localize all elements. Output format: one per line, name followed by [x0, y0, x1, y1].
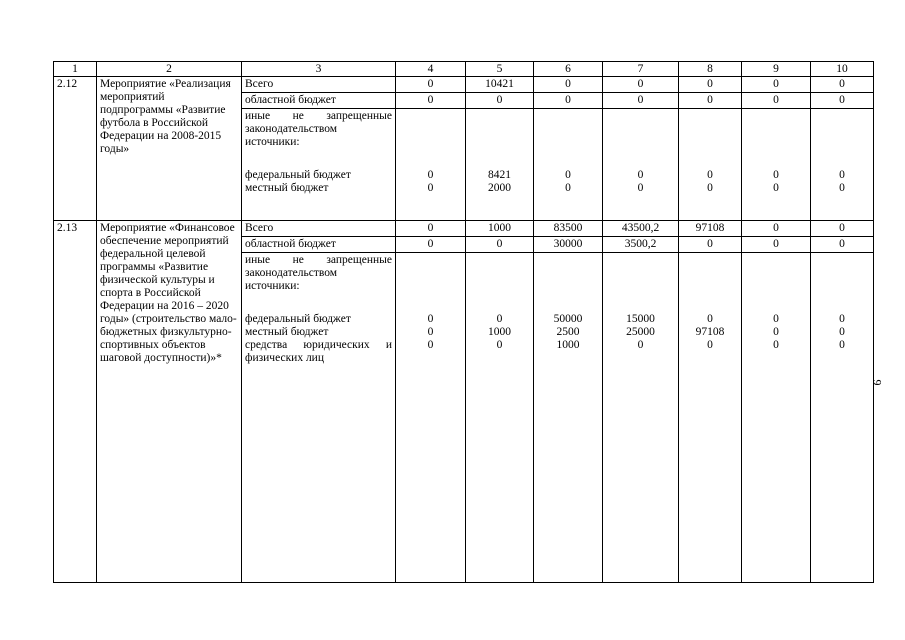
- value: 0: [427, 339, 434, 351]
- value-cell: 0: [742, 93, 811, 109]
- page-number: 9: [870, 379, 885, 386]
- value-cell: 0: [811, 237, 874, 253]
- value-cell: 1000: [466, 221, 534, 237]
- value-cell: [603, 109, 679, 221]
- item-code: 2.12: [54, 77, 97, 221]
- value-cell: 30000: [534, 237, 603, 253]
- value: 1000: [488, 326, 511, 338]
- item-code: 2.13: [54, 221, 97, 583]
- other-sources-heading: иные не запрещенные законодательством источники:: [245, 110, 392, 148]
- value: 15000: [626, 313, 655, 325]
- value-cell: 0: [466, 93, 534, 109]
- value-cell: 0: [396, 93, 466, 109]
- source-label: Всего: [242, 77, 396, 93]
- value: 2000: [488, 182, 511, 194]
- column-number: 10: [811, 62, 874, 77]
- column-number: 5: [466, 62, 534, 77]
- value: 0: [565, 182, 571, 194]
- value-cell: [679, 109, 742, 221]
- value: 0: [427, 326, 434, 338]
- column-number: 4: [396, 62, 466, 77]
- value-cell: 0: [534, 77, 603, 93]
- value-cell: [679, 253, 742, 583]
- value: 0: [773, 182, 779, 194]
- value-cell: 83500: [534, 221, 603, 237]
- column-number: 6: [534, 62, 603, 77]
- other-sources-cell: [242, 109, 396, 221]
- value-cell: 0: [679, 93, 742, 109]
- value: 0: [637, 182, 644, 194]
- source-label: областной бюджет: [242, 93, 396, 109]
- value-cell: 0: [742, 77, 811, 93]
- column-number-row: [54, 62, 874, 77]
- value-cell: 0: [679, 237, 742, 253]
- value-cell: 0: [742, 221, 811, 237]
- value-cell: [811, 253, 874, 583]
- value: 0: [565, 169, 571, 181]
- value-cell: 43500,2: [603, 221, 679, 237]
- value: 0: [773, 169, 779, 181]
- value: 0: [839, 313, 845, 325]
- value: 1000: [556, 339, 580, 351]
- value-cell: 0: [396, 77, 466, 93]
- table-row-total: [54, 221, 874, 237]
- source-label: федеральный бюджет: [245, 313, 351, 325]
- value-cell: [534, 253, 603, 583]
- value-cell: [396, 253, 466, 583]
- value-cell: 0: [534, 93, 603, 109]
- column-number: 9: [742, 62, 811, 77]
- source-label: областной бюджет: [242, 237, 396, 253]
- value: 0: [427, 182, 434, 194]
- value: 0: [427, 169, 434, 181]
- column-number: 1: [54, 62, 97, 77]
- value: 0: [773, 313, 779, 325]
- value: 0: [637, 169, 644, 181]
- item-title: Мероприятие «Реализация мероприятий подпрограммы «Развитие футбола в Российской Федерации на 2008-2015 годы»: [97, 77, 242, 221]
- column-number: 3: [242, 62, 396, 77]
- column-number: 7: [603, 62, 679, 77]
- value: 0: [496, 313, 503, 325]
- value: 8421: [488, 169, 511, 181]
- value-cell: [742, 109, 811, 221]
- value-cell: 0: [466, 237, 534, 253]
- value-cell: 97108: [679, 221, 742, 237]
- value-cell: [396, 109, 466, 221]
- value: 0: [773, 339, 779, 351]
- value: 0: [707, 182, 713, 194]
- value-cell: 10421: [466, 77, 534, 93]
- value: 0: [427, 313, 434, 325]
- value: 50000: [553, 313, 583, 325]
- source-label: федеральный бюджет: [245, 169, 351, 181]
- value-cell: 0: [679, 77, 742, 93]
- source-label: Всего: [242, 221, 396, 237]
- column-number: 2: [97, 62, 242, 77]
- value: 0: [707, 169, 713, 181]
- value: 2500: [556, 326, 580, 338]
- value-cell: 0: [811, 77, 874, 93]
- value: 97108: [695, 326, 725, 338]
- value-cell: 0: [742, 237, 811, 253]
- table-row-total: [54, 77, 874, 93]
- value: 0: [839, 182, 845, 194]
- value: 0: [707, 339, 713, 351]
- value-cell: 0: [811, 221, 874, 237]
- value-cell: 0: [811, 93, 874, 109]
- source-label: местный бюджет: [245, 326, 329, 338]
- value-cell: [466, 253, 534, 583]
- value-cell: 0: [396, 221, 466, 237]
- source-label: средства юридических и физических лиц: [245, 339, 392, 364]
- value-cell: [603, 253, 679, 583]
- item-title: Мероприятие «Финансовое обеспечение мероприятий федеральной целевой программы «Развитие физической культуры и спорта в Российской Федерации на 2016 – 2020 годы» (строительство мало-бюджетных физкультурно-спортивных объектов шаговой доступности)»*: [97, 221, 242, 583]
- value-cell: [534, 109, 603, 221]
- value: 0: [839, 339, 845, 351]
- other-sources-cell: [242, 253, 396, 583]
- value: 0: [637, 339, 644, 351]
- value: 25000: [626, 326, 655, 338]
- value: 0: [496, 339, 503, 351]
- other-sources-heading: иные не запрещенные законодательством источники:: [245, 254, 392, 292]
- value: 0: [839, 169, 845, 181]
- value: 0: [773, 326, 779, 338]
- value-cell: 3500,2: [603, 237, 679, 253]
- value: 0: [839, 326, 845, 338]
- value-cell: 0: [603, 93, 679, 109]
- source-label: местный бюджет: [245, 182, 329, 194]
- value-cell: 0: [396, 237, 466, 253]
- budget-table: [53, 61, 874, 583]
- value-cell: [466, 109, 534, 221]
- value-cell: [811, 109, 874, 221]
- value-cell: 0: [603, 77, 679, 93]
- value-cell: [742, 253, 811, 583]
- column-number: 8: [679, 62, 742, 77]
- value: 0: [707, 313, 713, 325]
